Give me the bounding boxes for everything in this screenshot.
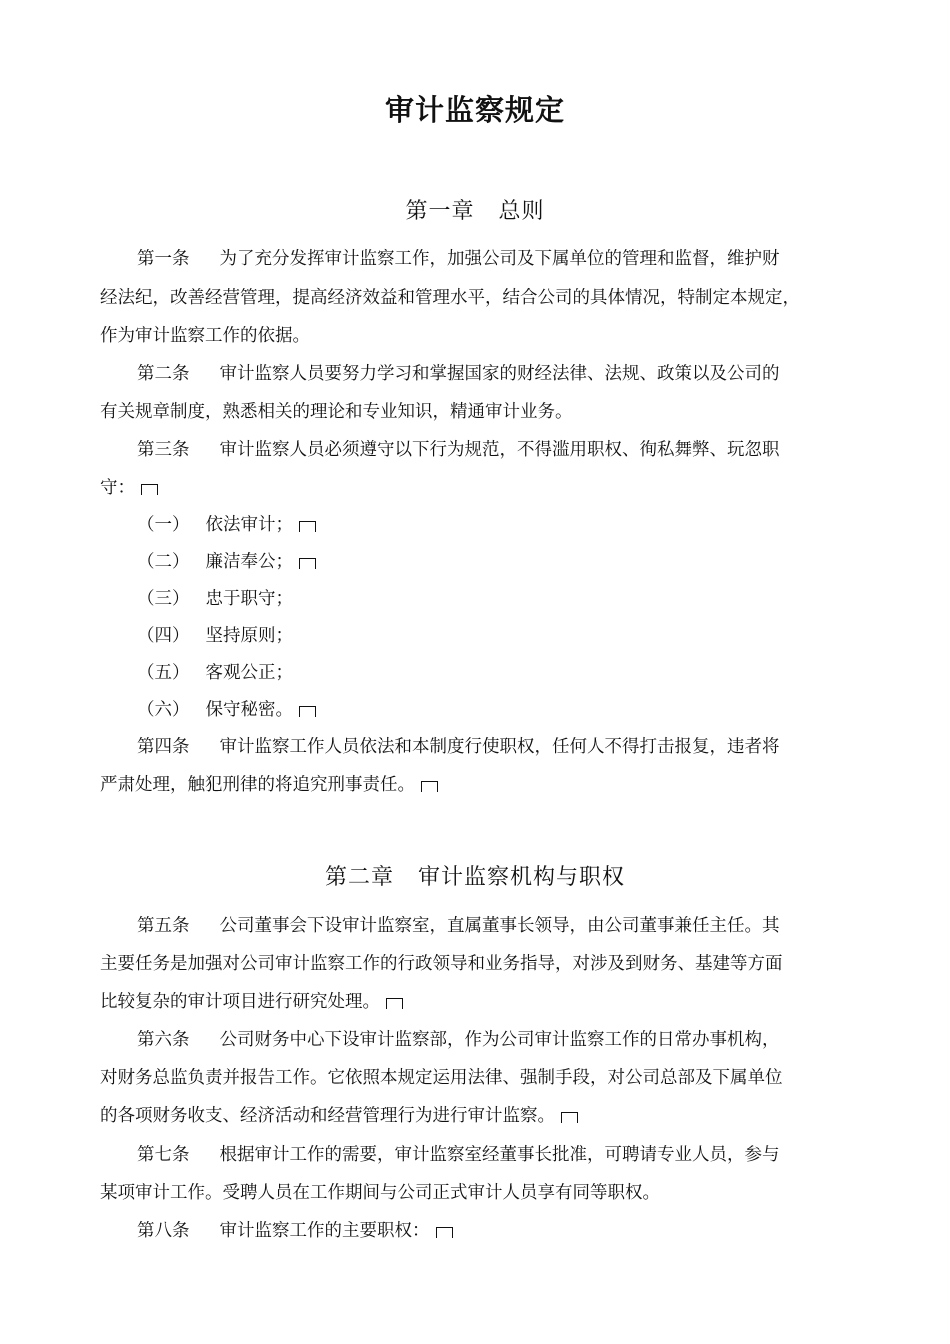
list-item xyxy=(137,625,293,647)
article-line xyxy=(100,1105,578,1127)
article-number: 第一条 xyxy=(137,249,190,269)
article-line: 作为审计监察工作的依据。 xyxy=(100,326,310,346)
article-line xyxy=(137,248,780,270)
chapter-name: 审计监察机构与职权 xyxy=(418,865,626,890)
list-index: （一） xyxy=(137,515,190,535)
list-index: （五） xyxy=(137,663,190,683)
article-text: 公司董事会下设审计监察室，直属董事长领导，由公司董事兼任主任。其 xyxy=(219,916,780,936)
article-number: 第四条 xyxy=(137,737,190,757)
chapter-name: 总则 xyxy=(498,199,545,224)
list-item xyxy=(137,551,316,573)
article-number: 第三条 xyxy=(137,440,190,460)
article-text: 比较复杂的审计项目进行研究处理。 xyxy=(100,992,380,1012)
article-line xyxy=(137,1144,780,1166)
article-line: 经法纪，改善经营管理，提高经济效益和管理水平，结合公司的具体情况，特制定本规定， xyxy=(100,288,800,308)
chapter-label: 第一章 xyxy=(405,199,475,224)
article-line: 主要任务是加强对公司审计监察工作的行政领导和业务指导，对涉及到财务、基建等方面 xyxy=(100,954,783,974)
article-line xyxy=(100,991,403,1013)
article-number: 第五条 xyxy=(137,916,190,936)
article-line xyxy=(137,736,780,758)
paragraph-mark-icon xyxy=(421,781,438,792)
list-index: （四） xyxy=(137,626,190,646)
paragraph-mark-icon xyxy=(141,484,158,495)
paragraph-mark-icon xyxy=(299,706,316,717)
list-item xyxy=(137,588,293,610)
article-text: 公司财务中心下设审计监察部，作为公司审计监察工作的日常办事机构， xyxy=(219,1030,780,1050)
article-line xyxy=(100,477,158,499)
paragraph-mark-icon xyxy=(299,558,316,569)
list-text: 保守秘密。 xyxy=(205,700,293,720)
article-line xyxy=(137,439,780,461)
article-number: 第八条 xyxy=(137,1221,190,1241)
article-text: 审计监察人员必须遵守以下行为规范，不得滥用职权、徇私舞弊、玩忽职 xyxy=(219,440,780,460)
article-line xyxy=(100,774,438,796)
article-text: 的各项财务收支、经济活动和经营管理行为进行审计监察。 xyxy=(100,1106,555,1126)
chapter-label: 第二章 xyxy=(324,865,394,890)
article-text: 为了充分发挥审计监察工作，加强公司及下属单位的管理和监督，维护财 xyxy=(219,249,780,269)
article-number: 第二条 xyxy=(137,364,190,384)
article-line: 某项审计工作。受聘人员在工作期间与公司正式审计人员享有同等职权。 xyxy=(100,1183,660,1203)
article-number: 第七条 xyxy=(137,1145,190,1165)
list-text: 依法审计； xyxy=(205,515,293,535)
list-index: （二） xyxy=(137,552,190,572)
article-text: 严肃处理，触犯刑律的将追究刑事责任。 xyxy=(100,775,415,795)
article-line xyxy=(137,363,780,385)
document-title: 审计监察规定 xyxy=(384,93,565,127)
article-line xyxy=(137,1029,780,1051)
article-text: 守： xyxy=(100,478,135,498)
list-text: 坚持原则； xyxy=(205,626,293,646)
list-item xyxy=(137,514,316,536)
article-number: 第六条 xyxy=(137,1030,190,1050)
article-text: 审计监察人员要努力学习和掌握国家的财经法律、法规、政策以及公司的 xyxy=(219,364,780,384)
paragraph-mark-icon xyxy=(561,1112,578,1123)
article-text: 审计监察工作人员依法和本制度行使职权，任何人不得打击报复，违者将 xyxy=(219,737,780,757)
chapter-heading xyxy=(0,860,950,891)
article-line: 对财务总监负责并报告工作。它依照本规定运用法律、强制手段，对公司总部及下属单位 xyxy=(100,1068,783,1088)
list-text: 廉洁奉公； xyxy=(205,552,293,572)
chapter-heading xyxy=(0,194,950,225)
list-text: 忠于职守； xyxy=(205,589,293,609)
article-line xyxy=(137,1220,453,1242)
list-item xyxy=(137,699,316,721)
list-text: 客观公正； xyxy=(205,663,293,683)
list-item xyxy=(137,662,293,684)
list-index: （三） xyxy=(137,589,190,609)
article-line xyxy=(137,915,780,937)
paragraph-mark-icon xyxy=(436,1227,453,1238)
paragraph-mark-icon xyxy=(299,521,316,532)
list-index: （六） xyxy=(137,700,190,720)
article-text: 根据审计工作的需要，审计监察室经董事长批准，可聘请专业人员，参与 xyxy=(219,1145,780,1165)
article-text: 审计监察工作的主要职权： xyxy=(219,1221,430,1241)
paragraph-mark-icon xyxy=(386,998,403,1009)
article-line: 有关规章制度，熟悉相关的理论和专业知识，精通审计业务。 xyxy=(100,402,573,422)
